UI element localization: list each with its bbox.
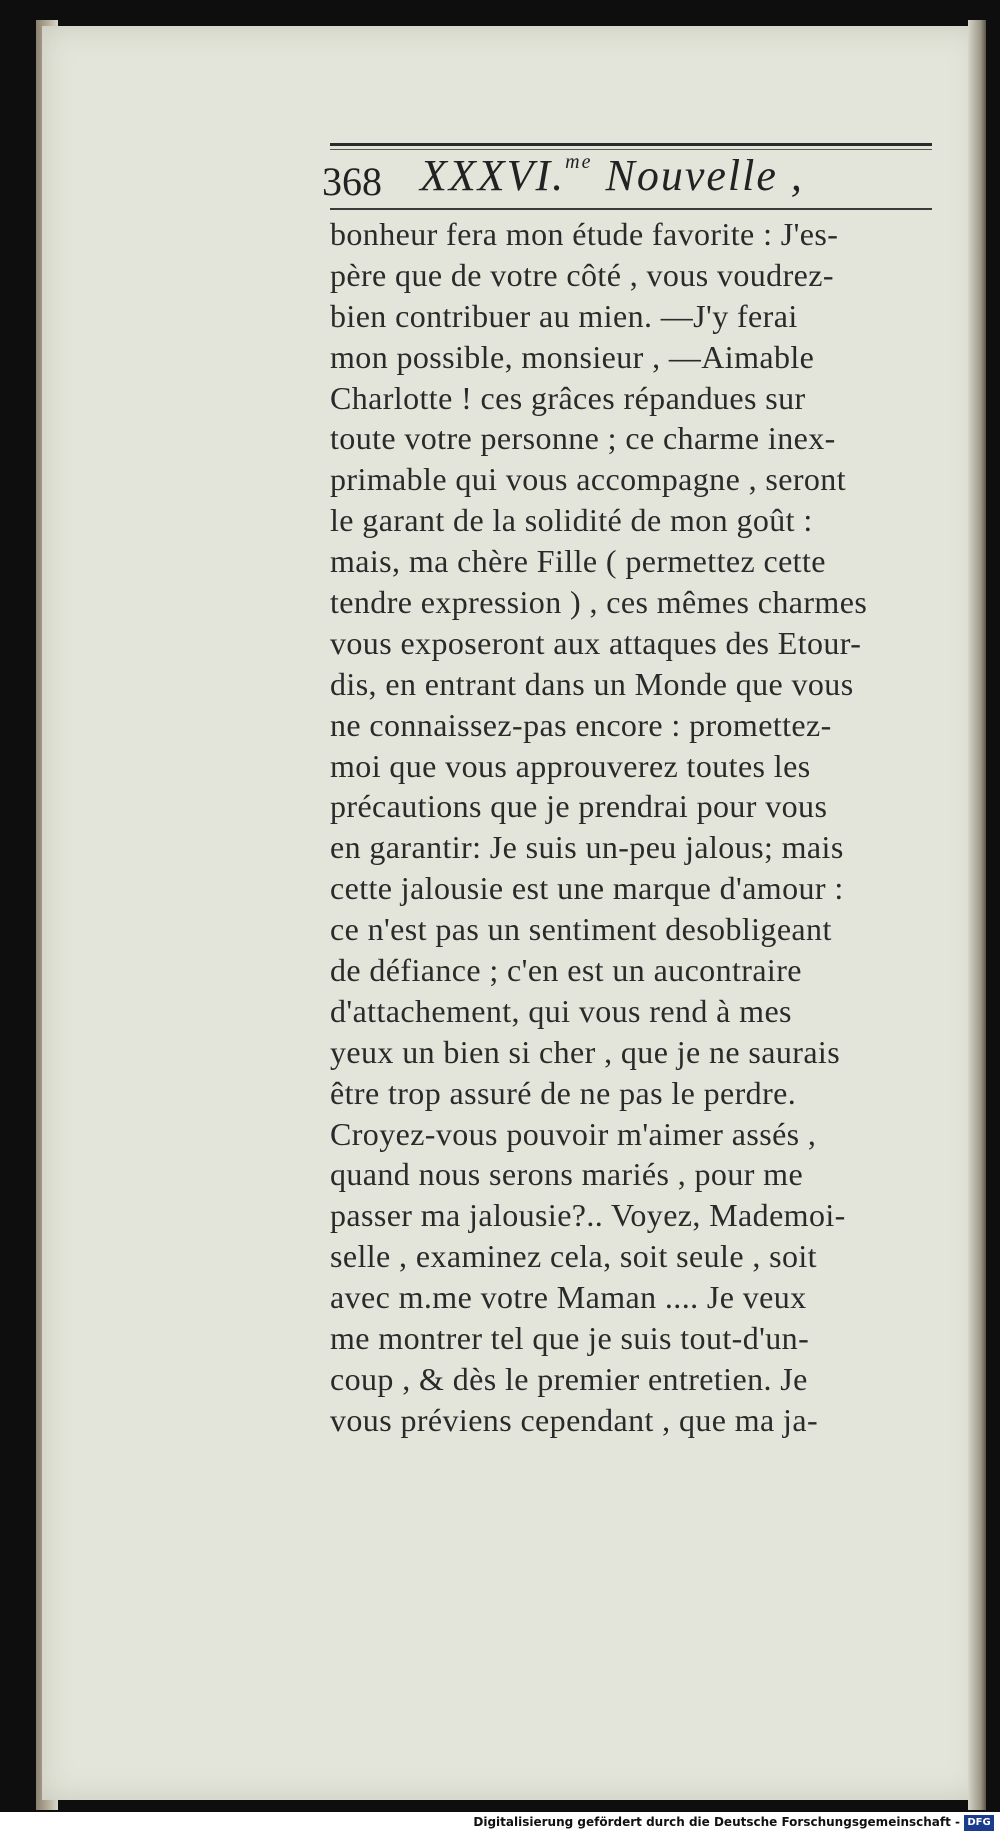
text-line: me montrer tel que je suis tout-d'un- (330, 1320, 810, 1357)
text-line: bonheur fera mon étude favorite : J'es- (330, 216, 839, 252)
funding-credit: Digitalisierung gefördert durch die Deutsche Forschungsgemeinschaft - (473, 1815, 960, 1829)
text-line: coup , & dès le premier entretien. Je (330, 1360, 808, 1397)
text-line: vous préviens cependant , que ma ja- (330, 1401, 819, 1438)
running-title (420, 150, 804, 201)
text-line: mais, ma chère Fille ( permettez cette (330, 543, 826, 580)
header-underline-rule (330, 208, 932, 210)
text-line: dis, en entrant dans un Monde que vous (330, 665, 854, 702)
text-line: cette jalousie est une marque d'amour : (330, 870, 844, 907)
body-text (330, 214, 940, 1441)
running-header (322, 150, 942, 202)
running-title-superscript: me (565, 151, 593, 173)
text-line: Croyez-vous pouvoir m'aimer assés , (330, 1115, 817, 1152)
text-line: selle , examinez cela, soit seule , soit (330, 1238, 817, 1275)
text-line: précautions que je prendrai pour vous (330, 788, 828, 825)
text-line: moi que vous approuverez toutes les (330, 747, 811, 784)
page-number: 368 (322, 159, 382, 204)
text-line: ce n'est pas un sentiment desobligeant (330, 911, 832, 948)
text-line: quand nous serons mariés , pour me (330, 1156, 804, 1193)
text-line: mon possible, monsieur , —Aimable (330, 338, 815, 375)
running-title-main: XXXVI. (420, 151, 566, 200)
text-line: Charlotte ! ces grâces répandues sur (330, 379, 806, 416)
text-line: tendre expression ) , ces mêmes charmes (330, 584, 868, 621)
running-title-rest: Nouvelle , (592, 151, 804, 200)
page-fore-edge (968, 20, 986, 1810)
text-line: passer ma jalousie?.. Voyez, Mademoi- (330, 1197, 846, 1234)
text-line: d'attachement, qui vous rend à mes (330, 992, 792, 1029)
text-line: primable qui vous accompagne , seront (330, 461, 846, 498)
text-line: vous exposeront aux attaques des Etour- (330, 624, 862, 661)
text-line: avec m.me votre Maman .... Je veux (330, 1279, 807, 1316)
dfg-logo: DFG (964, 1815, 994, 1831)
text-line: père que de votre côté , vous voudrez- (330, 256, 834, 293)
text-line: toute votre personne ; ce charme inex- (330, 420, 836, 457)
digitization-footer (0, 1812, 1000, 1835)
text-line: être trop assuré de ne pas le perdre. (330, 1074, 797, 1111)
text-line: le garant de la solidité de mon goût : (330, 502, 813, 539)
text-line: bien contribuer au mien. —J'y ferai (330, 297, 798, 334)
text-line: ne connaissez-pas encore : promettez- (330, 706, 832, 743)
text-line: yeux un bien si cher , que je ne saurais (330, 1033, 841, 1070)
header-rule-thick (330, 143, 932, 146)
text-line: en garantir: Je suis un-peu jalous; mais (330, 829, 844, 866)
text-line: de défiance ; c'en est un aucontraire (330, 952, 802, 989)
